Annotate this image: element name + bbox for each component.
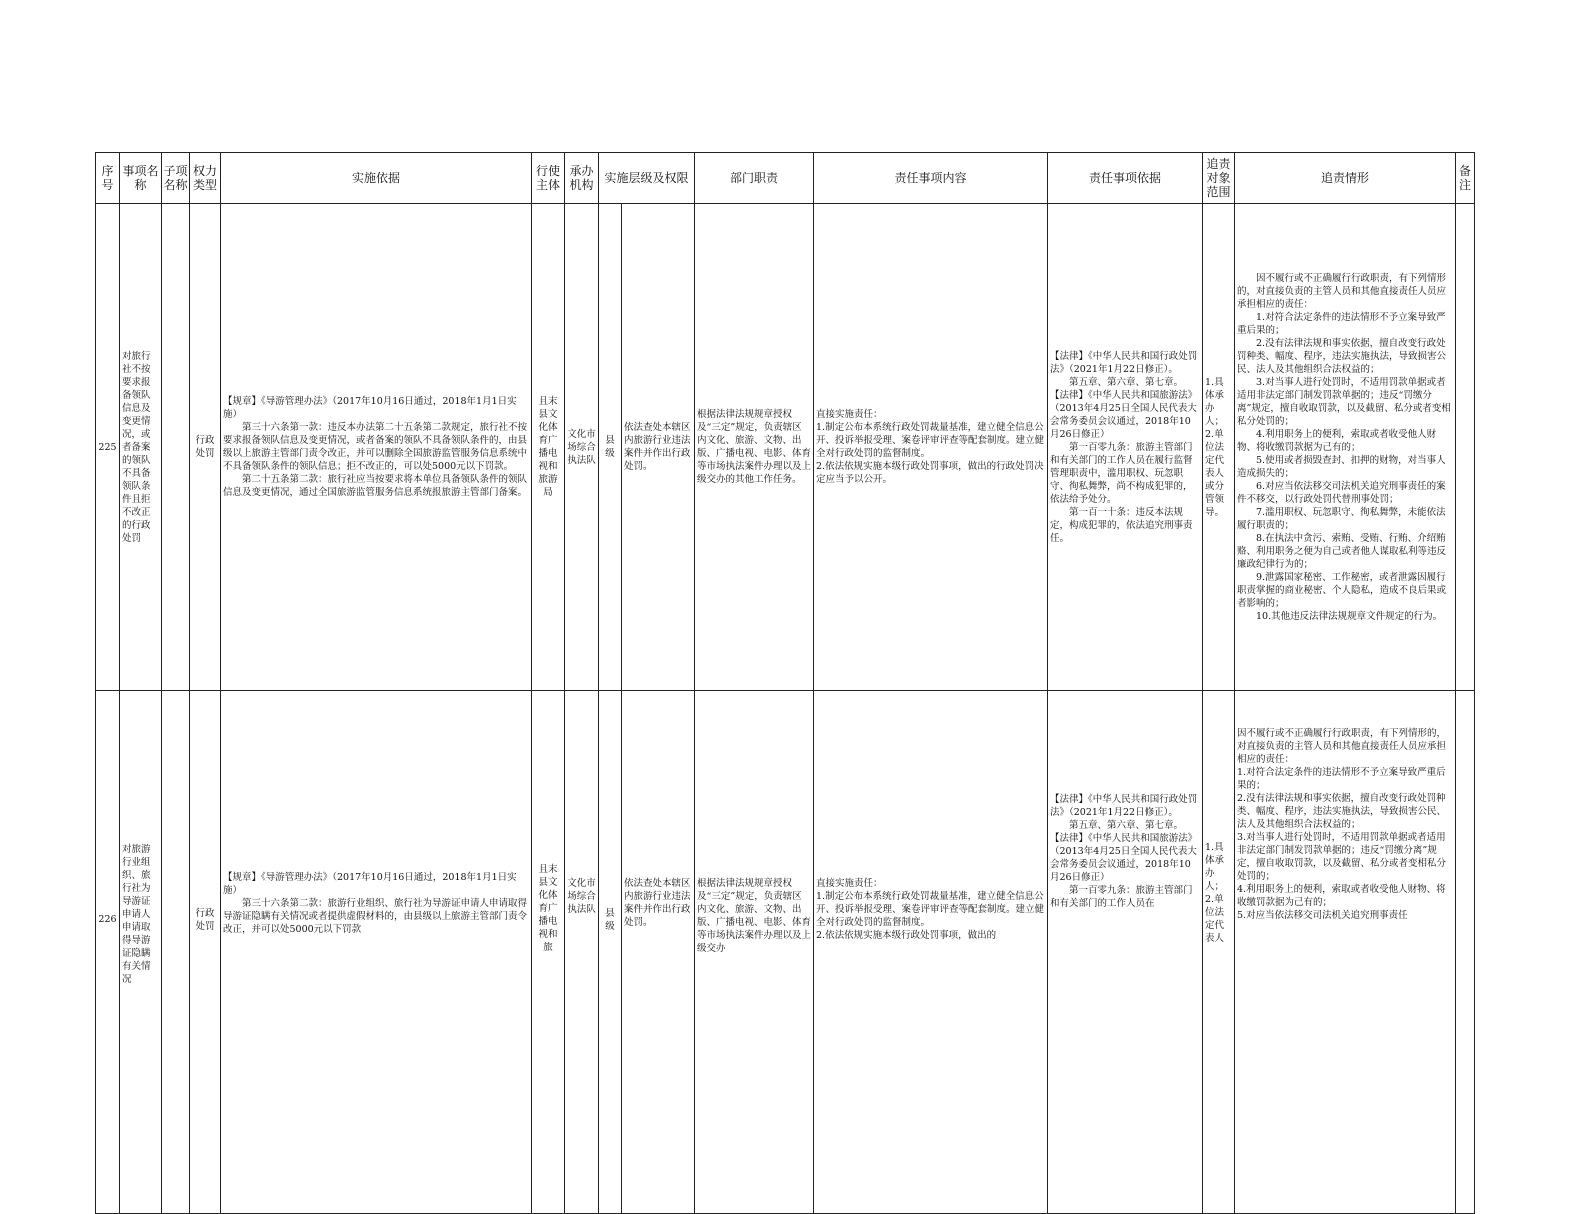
header-accountable-scope: 追责对象范围 — [1203, 153, 1235, 204]
header-subject: 行使主体 — [532, 153, 565, 204]
row-accountable-scope: 1.具体承办人；2.单位法定代表人 — [1203, 691, 1235, 1214]
accountability-item: 3.对当事人进行处罚时，不适用罚款单据或者适用非法定部门制发罚款单据的；违反“罚缴分离”规定，擅自收取罚款，以及截留、私分或者变相私分处罚的； — [1237, 376, 1451, 427]
accountability-item: 3.对当事人进行处罚时，不适用罚款单据或者适用非法定部门制发罚款单据的；违反“罚缴分离”规定，擅自收取罚款，以及截留、私分或者变相私分处罚的； — [1237, 832, 1447, 882]
row-resp-content — [814, 204, 1048, 691]
resp-item: 1.制定公布本系统行政处罚裁量基准，建立健全信息公开、投诉举报受理、案卷评审评查等配套制度。建立健全对行政处罚的监督制度。 — [816, 422, 1045, 459]
accountability-item: 5.使用或者损毁查封、扣押的财物，对当事人造成损失的； — [1237, 454, 1446, 479]
resp-basis-item: 【法律】《中华人民共和国旅游法》（2013年4月25日全国人民代表大会常务委员会议通过，2018年10月26日修正） — [1050, 833, 1198, 883]
resp-basis-item: 第五章、第六章、第七章。 — [1069, 820, 1184, 831]
resp-basis-item: 第五章、第六章、第七章。 — [1069, 376, 1184, 388]
basis-title: 【规章】《导游管理办法》（2017年10月16日通过，2018年1月1日实施） — [223, 396, 517, 420]
row-resp-content — [814, 691, 1048, 1214]
header-dept-duty: 部门职责 — [695, 153, 814, 204]
accountability-item: 2.没有法律法规和事实依据，擅自改变行政处罚种类、幅度、程序，违法实施执法，导致损害公民、法人及其他组织合法权益的； — [1237, 793, 1447, 830]
accountability-item: 4.利用职务上的便利，索取或者收受他人财物、将收缴罚款据为己有的； — [1237, 428, 1437, 453]
row-dept-duty: 根据法律法规规章授权及“三定”规定，负责辖区内文化、旅游、文物、出版、广播电视、电影、体育等市场执法案件办理以及上级交办的其他工作任务。 — [695, 204, 814, 691]
row-subject: 且末县文化体育广播电视和旅 — [532, 691, 565, 1214]
accountability-item: 6.对应当依法移交司法机关追究刑事责任的案件不移交，以行政处罚代替刑事处罚； — [1237, 480, 1446, 505]
row-basis — [221, 204, 532, 691]
row-accountable-scope: 1.具体承办人；2.单位法定代表人或分管领导。 — [1203, 204, 1235, 691]
resp-basis-item: 【法律】《中华人民共和国旅游法》（2013年4月25日全国人民代表大会常务委员会议通过，2018年10月26日修正） — [1050, 389, 1198, 440]
row-accountability — [1235, 204, 1456, 691]
resp-basis-item: 第一百零九条：旅游主管部门和有关部门的工作人员在 — [1050, 885, 1193, 909]
row-item-name: 对旅行社不按要求报备领队信息及变更情况，或者备案的领队不具备领队条件且拒不改正的行政处罚 — [120, 204, 162, 691]
row-resp-basis — [1048, 204, 1203, 691]
row-level: 县级 — [599, 204, 622, 691]
table-row — [96, 204, 1475, 691]
row-item-name: 对旅游行业组织、旅行社为导游证申请人申请取得导游证隐瞒有关情况 — [120, 691, 162, 1214]
table-row — [96, 691, 1475, 1214]
row-agency: 文化市场综合执法队 — [565, 204, 599, 691]
row-sub-name — [162, 204, 190, 691]
row-agency: 文化市场综合执法队 — [565, 691, 599, 1214]
accountability-item: 7.滥用职权、玩忽职守、徇私舞弊，未能依法履行职责的； — [1237, 506, 1446, 531]
basis-title: 【规章】《导游管理办法》（2017年10月16日通过，2018年1月1日实施） — [223, 872, 517, 896]
row-sub-name — [162, 691, 190, 1214]
header-remark: 备注 — [1456, 153, 1475, 204]
row-seq: 226 — [96, 691, 120, 1214]
accountability-item: 5.对应当依法移交司法机关追究刑事责任 — [1237, 910, 1408, 921]
row-power-type: 行政处罚 — [190, 691, 221, 1214]
power-list-table-sheet — [95, 152, 1474, 985]
row-subject: 且末县文化体育广播电视和旅游局 — [532, 204, 565, 691]
row-level: 县级 — [599, 691, 622, 1214]
accountability-item: 10.其他违反法律法规规章文件规定的行为。 — [1256, 610, 1443, 622]
table-header-row — [96, 153, 1475, 204]
accountability-intro: 因不履行或不正确履行行政职责，有下列情形的，对直接负责的主管人员和其他直接责任人员应承担相应的责任： — [1237, 272, 1447, 310]
basis-paragraph: 第三十六条第一款：违反本办法第二十五条第二款规定，旅行社不按要求报备领队信息及变更情况，或者备案的领队不具备领队条件的，由县级以上旅游主管部门责令改正，并可以删除全国旅游监管服务信息系统中不具备领队条件的领队信息；拒不改正的，可以处5000元以下罚款。 — [223, 422, 528, 472]
resp-basis-item: 第一百零九条：旅游主管部门和有关部门的工作人员在履行监督管理职责中，滥用职权、玩忽职守、徇私舞弊，尚不构成犯罪的，依法给予处分。 — [1050, 441, 1193, 505]
header-basis: 实施依据 — [221, 153, 532, 204]
resp-basis-item: 【法律】《中华人民共和国行政处罚法》（2021年1月22日修正）。 — [1050, 794, 1198, 818]
header-agency: 承办机构 — [565, 153, 599, 204]
row-scope: 依法查处本辖区内旅游行业违法案件并作出行政处罚。 — [622, 691, 695, 1214]
basis-paragraph: 第二十五条第二款：旅行社应当按要求将本单位具备领队条件的领队信息及变更情况，通过全国旅游监管服务信息系统报旅游主管部门备案。 — [223, 474, 528, 498]
header-sub-name: 子项名称 — [162, 153, 190, 204]
header-power-type: 权力类型 — [190, 153, 221, 204]
header-item-name: 事项名称 — [120, 153, 162, 204]
header-resp-basis: 责任事项依据 — [1048, 153, 1203, 204]
basis-paragraph: 第三十六条第二款：旅游行业组织、旅行社为导游证申请人申请取得导游证隐瞒有关情况或者提供虚假材料的，由县级以上旅游主管部门责令改正，并可以处5000元以下罚款 — [223, 898, 528, 935]
row-seq: 225 — [96, 204, 120, 691]
header-level-scope: 实施层级及权限 — [599, 153, 695, 204]
header-resp-content: 责任事项内容 — [814, 153, 1048, 204]
row-accountability — [1235, 691, 1456, 1214]
row-basis — [221, 691, 532, 1214]
resp-basis-item: 第一百一十条：违反本法规定，构成犯罪的，依法追究刑事责任。 — [1050, 506, 1193, 544]
row-resp-basis — [1048, 691, 1203, 1214]
resp-basis-item: 【法律】《中华人民共和国行政处罚法》（2021年1月22日修正）。 — [1050, 350, 1198, 375]
accountability-item: 9.泄露国家秘密、工作秘密，或者泄露因履行职责掌握的商业秘密、个人隐私，造成不良后果或者影响的； — [1237, 571, 1447, 609]
row-dept-duty: 根据法律法规规章授权及“三定”规定，负责辖区内文化、旅游、文物、出版、广播电视、电影、体育等市场执法案件办理以及上级交办 — [695, 691, 814, 1214]
row-scope: 依法查处本辖区内旅游行业违法案件并作出行政处罚。 — [622, 204, 695, 691]
row-remark — [1456, 204, 1475, 691]
header-seq: 序号 — [96, 153, 120, 204]
header-accountability: 追责情形 — [1235, 153, 1456, 204]
resp-item: 2.依法依规实施本级行政处罚事项，做出的行政处罚决定应当予以公开。 — [816, 461, 1044, 485]
resp-head: 直接实施责任： — [816, 409, 883, 420]
resp-item: 1.制定公布本系统行政处罚裁量基准，建立健全信息公开、投诉举报受理、案卷评审评查等配套制度。建立健全对行政处罚的监督制度。 — [816, 891, 1045, 928]
accountability-item: 2.没有法律法规和事实依据，擅自改变行政处罚种类、幅度、程序，违法实施执法，导致损害公民、法人及其他组织合法权益的； — [1237, 337, 1447, 375]
resp-head: 直接实施责任： — [816, 878, 883, 889]
resp-item: 2.依法依规实施本级行政处罚事项，做出的 — [816, 930, 997, 941]
accountability-item: 4.利用职务上的便利，索取或者收受他人财物、将收缴罚款据为己有的； — [1237, 884, 1446, 908]
accountability-intro: 因不履行或不正确履行行政职责，有下列情形的，对直接负责的主管人员和其他直接责任人员应承担相应的责任： — [1237, 728, 1447, 765]
accountability-item: 1.对符合法定条件的违法情形不予立案导致严重后果的； — [1237, 311, 1446, 336]
row-power-type: 行政处罚 — [190, 204, 221, 691]
row-remark — [1456, 691, 1475, 1214]
power-list-table — [95, 152, 1475, 1214]
accountability-item: 8.在执法中贪污、索贿、受贿、行贿、介绍贿赂、利用职务之便为自己或者他人谋取私利等违反廉政纪律行为的； — [1237, 532, 1447, 570]
accountability-item: 1.对符合法定条件的违法情形不予立案导致严重后果的； — [1237, 767, 1446, 791]
